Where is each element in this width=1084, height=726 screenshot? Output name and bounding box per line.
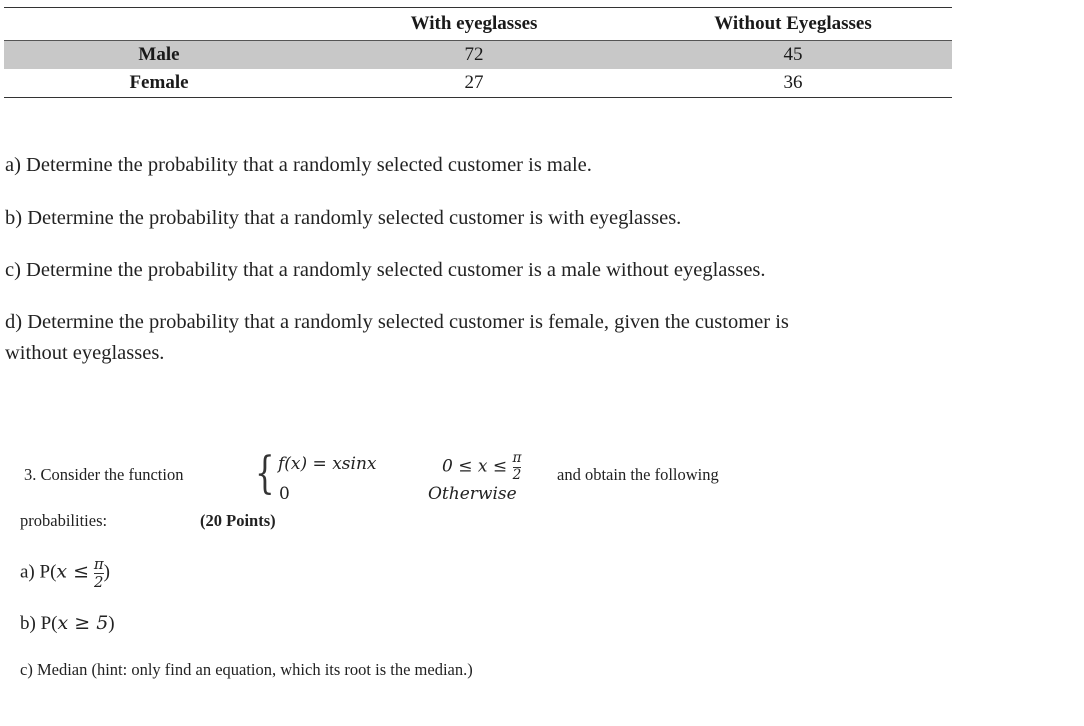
piecewise-case1-expr: f(x) = xsinx — [278, 454, 377, 474]
row-label-female: Female — [129, 72, 189, 93]
section3-intro: 3. Consider the function — [24, 465, 184, 484]
answer-b-prefix: b) P( — [20, 613, 58, 634]
question-a: a) Determine the probability that a randomly selected customer is male. — [5, 154, 592, 176]
cell-male-without: 45 — [634, 41, 952, 70]
fraction-denominator: 2 — [94, 572, 104, 591]
probabilities-label: probabilities: — [20, 511, 108, 530]
cell-female-with: 27 — [464, 72, 484, 93]
question-d-line2: without eyeglasses. — [5, 342, 165, 364]
question-d-line1: d) Determine the probability that a randomly selected customer is female, given the customer is — [5, 311, 789, 333]
table-header-with: With eyeglasses — [410, 13, 538, 34]
fraction-denominator: 2 — [512, 466, 522, 483]
fraction-numerator: π — [512, 450, 522, 466]
table-header-without: Without Eyeglasses — [714, 13, 872, 34]
answer-a-suffix: ) — [103, 561, 110, 583]
points-label: (20 Points) — [200, 511, 276, 530]
fraction-numerator: π — [93, 555, 104, 573]
piecewise-case2-expr: 0 — [279, 484, 290, 504]
answer-b-expr: x ≥ 5 — [57, 612, 109, 634]
piecewise-case1-fraction — [513, 452, 522, 482]
cell-female-without: 36 — [783, 72, 803, 93]
answer-a-prefix: a) P( — [20, 561, 57, 583]
question-c: c) Determine the probability that a randomly selected customer is a male without eyeglasses. — [5, 259, 766, 281]
answer-a — [20, 557, 110, 590]
table-row-female — [4, 69, 952, 98]
table-header-row — [4, 8, 952, 41]
cell-male-with: 72 — [314, 41, 634, 70]
section3-suffix: and obtain the following — [557, 465, 719, 484]
piecewise-brace-icon: { — [255, 448, 275, 499]
answer-a-expr: x ≤ — [56, 560, 90, 583]
table-header-corner — [4, 8, 314, 41]
piecewise-case1-cond — [442, 452, 521, 482]
table-row-male — [4, 41, 952, 70]
answer-c: c) Median (hint: only find an equation, which its root is the median.) — [20, 660, 473, 679]
question-b: b) Determine the probability that a randomly selected customer is with eyeglasses. — [5, 207, 682, 229]
row-label-male: Male — [4, 41, 314, 70]
answer-b — [20, 612, 115, 635]
answer-a-fraction — [94, 557, 104, 590]
piecewise-case1-cond-prefix: 0 ≤ x ≤ — [442, 456, 508, 477]
answer-b-suffix: ) — [108, 613, 115, 634]
piecewise-case2-cond: Otherwise — [428, 484, 517, 504]
eyeglasses-table — [4, 7, 952, 98]
